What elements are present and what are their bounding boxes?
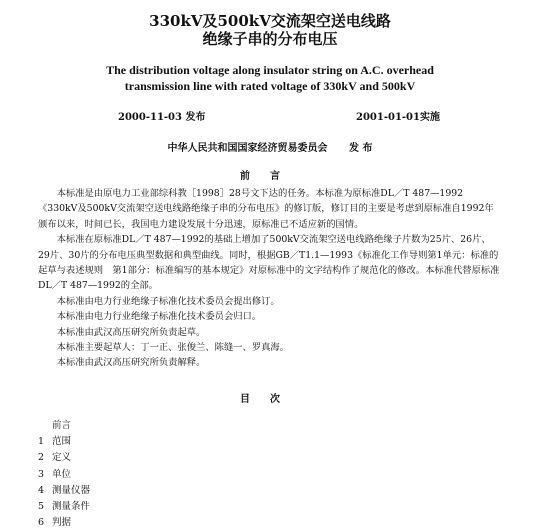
issuer-name: 中华人民共和国国家经济贸易委员会 — [167, 143, 328, 154]
table-of-contents — [38, 418, 90, 531]
toc-item-label: 范围 — [52, 436, 72, 448]
title-cn-line-2: 绝缘子串的分布电压 — [202, 30, 338, 48]
foreword-body — [38, 186, 502, 371]
toc-item-label: 测量仪器 — [52, 484, 91, 496]
title-en-line-2: transmission line with rated voltage of 330kV and 500kV — [124, 79, 416, 93]
issuer-action: 发 布 — [349, 143, 373, 154]
toc-item[interactable] — [38, 515, 90, 531]
title-en-line-1: The distribution voltage along insulator string on A.C. overhead — [106, 63, 434, 77]
toc-item-number: 1 — [38, 436, 45, 448]
toc-item-label: 测量条件 — [52, 501, 91, 513]
foreword-paragraph: 本标准由电力行业绝缘子标准化技术委员会归口。 — [56, 311, 262, 323]
foreword-paragraph: 本标准在原标准DL／T 487—1992的基础上增加了500kV交流架空送电线路绝缘子片数为25片、26片、29片、30片的分布电压典型数据和典型曲线。同时，根据GB／T1.1—1993《标准化工作导则第1单元：标准的起草与表述规则 第1部分：标准编写的基本规定》对原标准中的文字结构作了规范化的修改。本标准代替原标准DL／T 487—1992的全部。 — [38, 234, 500, 292]
foreword-paragraph: 本标准是由原电力工业部综科教［1998］28号文下达的任务。本标准为原标准DL／T 487—1992《330kV及500kV交流架空送电线路绝缘子串的分布电压》的修订版，修订目的主要是考虑到原标准自1992年颁布以来，时间已长，我国电力建设发展十分迅速，原标准已不适应新的国情。 — [38, 188, 494, 230]
document-title-en — [0, 62, 540, 94]
toc-item[interactable] — [38, 434, 90, 450]
title-cn-line-1: 330kV及500kV交流架空送电线路 — [149, 12, 391, 30]
effective-date: 2001-01-01实施 — [356, 112, 440, 123]
foreword-paragraph: 本标准由武汉高压研究所负责解释。 — [56, 357, 206, 369]
toc-item[interactable] — [38, 499, 90, 515]
toc-item-label: 定义 — [52, 452, 72, 464]
toc-item-number: 3 — [38, 468, 45, 480]
toc-item-label: 前言 — [52, 420, 72, 431]
toc-item-label: 单位 — [52, 468, 72, 480]
toc-item-number: 4 — [38, 484, 45, 496]
foreword-paragraph: 本标准由武汉高压研究所负责起草。 — [56, 326, 206, 338]
issuer-line — [0, 139, 540, 154]
toc-item[interactable] — [38, 418, 90, 434]
foreword-paragraph: 本标准主要起草人：丁一正、张俊兰、陈缝一、罗真海。 — [56, 342, 290, 354]
toc-item[interactable] — [38, 467, 90, 483]
toc-item-number: 6 — [38, 517, 45, 529]
toc-item-label: 判据 — [52, 517, 72, 529]
toc-heading: 目次 — [240, 394, 300, 405]
toc-item[interactable] — [38, 450, 90, 466]
toc-item-number: 2 — [38, 452, 45, 464]
issue-date: 2000-11-03 发布 — [118, 112, 206, 123]
foreword-heading: 前言 — [240, 171, 300, 182]
toc-item-number: 5 — [38, 501, 45, 513]
toc-item[interactable] — [38, 483, 90, 499]
document-title-cn — [0, 12, 540, 48]
foreword-paragraph: 本标准由电力行业绝缘子标准化技术委员会提出修订。 — [56, 295, 280, 307]
